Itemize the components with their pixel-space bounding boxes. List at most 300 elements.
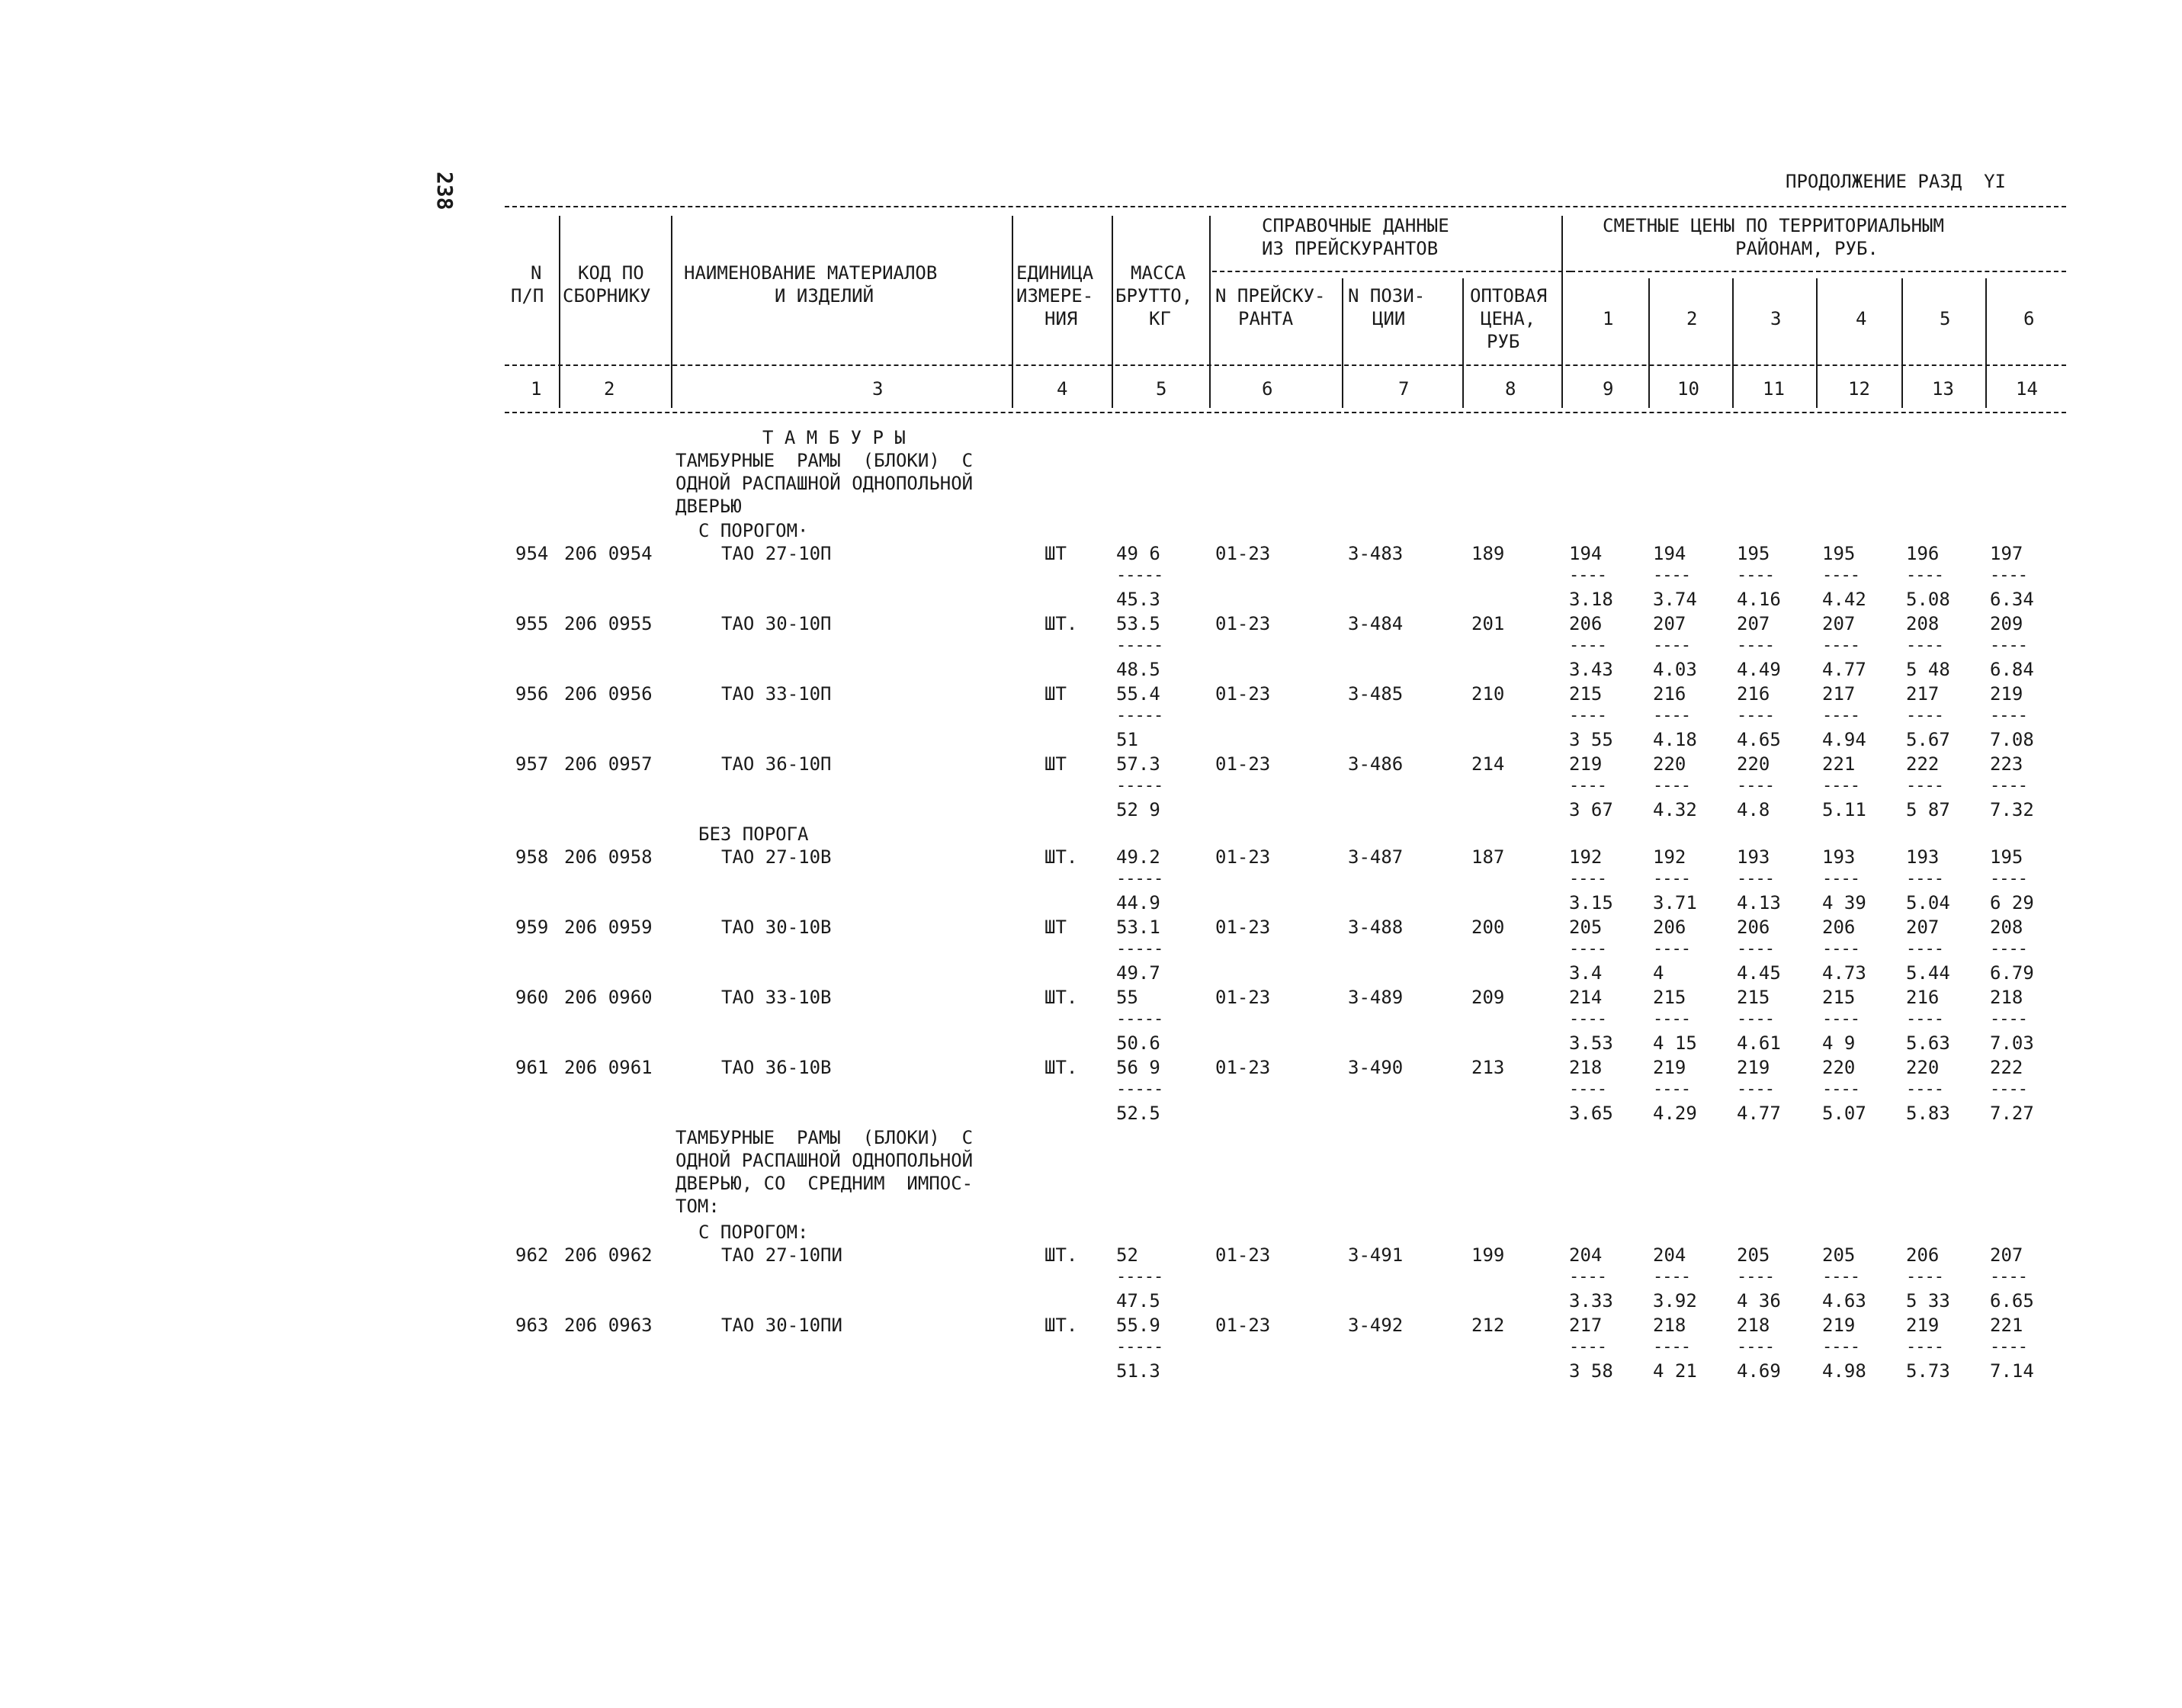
row-region-transport-6: 7.03 <box>1990 1032 2034 1054</box>
row-region-fraction-line: ---- <box>1737 1337 1774 1356</box>
hdr-col5-line1: МАССА <box>1131 262 1186 284</box>
hdr-col7-line1: N ПОЗИ- <box>1348 285 1426 307</box>
row-mass: 55 <box>1116 987 1138 1008</box>
row-region-transport-3: 4 36 <box>1737 1290 1781 1312</box>
row-region-transport-2: 3.71 <box>1653 892 1697 913</box>
row-region-price-6: 208 <box>1990 917 2023 938</box>
row-region-transport-5: 5.83 <box>1906 1103 1950 1124</box>
row-region-price-6: 219 <box>1990 683 2023 705</box>
row-region-fraction-line: ---- <box>1990 1267 2027 1286</box>
row-code: 206 0956 <box>564 683 653 705</box>
row-region-price-6: 221 <box>1990 1315 2023 1336</box>
row-mass-fraction-line: ----- <box>1116 1267 1163 1286</box>
rule-ref-group <box>1212 271 1571 272</box>
row-region-price-4: 205 <box>1822 1244 1856 1266</box>
row-region-price-1: 219 <box>1569 753 1603 775</box>
row-wholesale-price: 189 <box>1471 543 1505 564</box>
row-price-list: 01-23 <box>1215 917 1271 938</box>
row-price-list: 01-23 <box>1215 1315 1271 1336</box>
rule-top <box>505 206 2066 207</box>
hdr-price-group-line2: РАЙОНАМ, РУБ. <box>1735 238 1879 259</box>
row-region-fraction-line: ---- <box>1737 1080 1774 1099</box>
hdr-col1-line1: N <box>531 262 542 284</box>
row-price-list: 01-23 <box>1215 1057 1271 1078</box>
hdr-region-1: 1 <box>1603 308 1614 329</box>
row-region-transport-1: 3 55 <box>1569 729 1613 750</box>
row-region-price-6: 209 <box>1990 613 2023 634</box>
row-region-price-4: 193 <box>1822 846 1856 868</box>
row-region-fraction-line: ---- <box>1990 939 2027 958</box>
row-region-fraction-line: ---- <box>1822 939 1860 958</box>
row-position: 3-484 <box>1348 613 1404 634</box>
row-region-price-2: 206 <box>1653 917 1686 938</box>
row-region-fraction-line: ---- <box>1822 636 1860 655</box>
row-region-fraction-line: ---- <box>1737 636 1774 655</box>
section2-desc-line4: ТОМ: <box>675 1196 720 1217</box>
row-region-fraction-line: ---- <box>1569 636 1606 655</box>
row-region-fraction-line: ---- <box>1822 1337 1860 1356</box>
row-mass-fraction-line: ----- <box>1116 776 1163 795</box>
section2-desc-line3: ДВЕРЬЮ, СО СРЕДНИМ ИМПОС- <box>675 1173 974 1194</box>
row-region-fraction-line: ---- <box>1990 869 2027 888</box>
row-region-price-3: 193 <box>1737 846 1770 868</box>
row-region-transport-5: 5 33 <box>1906 1290 1950 1312</box>
row-region-fraction-line: ---- <box>1569 776 1606 795</box>
rule-price-group <box>1571 271 2066 272</box>
row-region-price-1: 217 <box>1569 1315 1603 1336</box>
row-region-price-4: 217 <box>1822 683 1856 705</box>
row-unit: ШТ. <box>1044 1315 1078 1336</box>
row-code: 206 0958 <box>564 846 653 868</box>
row-region-fraction-line: ---- <box>1906 706 1943 725</box>
row-region-price-1: 192 <box>1569 846 1603 868</box>
row-region-price-2: 215 <box>1653 987 1686 1008</box>
row-region-fraction-line: ---- <box>1569 566 1606 585</box>
row-region-fraction-line: ---- <box>1653 1267 1690 1286</box>
row-region-fraction-line: ---- <box>1990 1080 2027 1099</box>
row-name: ТАО 27-10П <box>721 543 832 564</box>
rule-numbers-bottom <box>505 412 2066 413</box>
row-region-transport-3: 4.45 <box>1737 962 1781 984</box>
hdr-col2-line2: СБОРНИКУ <box>563 285 651 307</box>
row-region-transport-4: 4.63 <box>1822 1290 1866 1312</box>
hdr-col2-line1: КОД ПО <box>578 262 644 284</box>
row-region-price-5: 220 <box>1906 1057 1940 1078</box>
vrule <box>1816 278 1818 408</box>
row-position: 3-487 <box>1348 846 1404 868</box>
colnum-14: 14 <box>2016 378 2038 400</box>
row-region-transport-3: 4.77 <box>1737 1103 1781 1124</box>
row-region-fraction-line: ---- <box>1990 706 2027 725</box>
row-region-transport-2: 4 21 <box>1653 1360 1697 1382</box>
row-region-price-3: 195 <box>1737 543 1770 564</box>
row-region-transport-3: 4.69 <box>1737 1360 1781 1382</box>
row-name: ТАО 30-10В <box>721 917 832 938</box>
row-region-fraction-line: ---- <box>1990 1337 2027 1356</box>
row-region-transport-6: 7.27 <box>1990 1103 2034 1124</box>
hdr-col3-line2: И ИЗДЕЛИЙ <box>775 285 874 307</box>
vrule <box>1112 216 1113 408</box>
row-wholesale-price: 200 <box>1471 917 1505 938</box>
row-region-fraction-line: ---- <box>1906 636 1943 655</box>
row-region-transport-3: 4.61 <box>1737 1032 1781 1054</box>
row-region-transport-1: 3.18 <box>1569 589 1613 610</box>
row-mass: 56 9 <box>1116 1057 1160 1078</box>
row-region-price-5: 207 <box>1906 917 1940 938</box>
row-price-list: 01-23 <box>1215 1244 1271 1266</box>
row-unit: ШТ. <box>1044 846 1078 868</box>
row-region-transport-6: 6.65 <box>1990 1290 2034 1312</box>
row-region-transport-2: 4.32 <box>1653 799 1697 820</box>
row-region-transport-5: 5 87 <box>1906 799 1950 820</box>
row-region-price-1: 215 <box>1569 683 1603 705</box>
vrule <box>1561 216 1563 408</box>
row-region-price-2: 207 <box>1653 613 1686 634</box>
row-position: 3-488 <box>1348 917 1404 938</box>
row-region-transport-1: 3.4 <box>1569 962 1603 984</box>
row-code: 206 0962 <box>564 1244 653 1266</box>
row-region-price-1: 204 <box>1569 1244 1603 1266</box>
colnum-6: 6 <box>1262 378 1273 400</box>
row-mass: 55.9 <box>1116 1315 1160 1336</box>
hdr-col8-line2: ЦЕНА, <box>1481 308 1536 329</box>
row-wholesale-price: 213 <box>1471 1057 1505 1078</box>
row-unit: ШТ <box>1044 543 1067 564</box>
hdr-region-3: 3 <box>1770 308 1782 329</box>
page-number: 238 <box>432 172 457 210</box>
row-region-fraction-line: ---- <box>1737 706 1774 725</box>
row-region-fraction-line: ---- <box>1906 1267 1943 1286</box>
row-region-price-2: 194 <box>1653 543 1686 564</box>
row-region-transport-6: 7.14 <box>1990 1360 2034 1382</box>
continuation-title: ПРОДОЛЖЕНИЕ РАЗД YI <box>1786 171 2006 192</box>
hdr-col4-line3: НИЯ <box>1044 308 1078 329</box>
row-unit: ШТ <box>1044 917 1067 938</box>
row-region-price-6: 218 <box>1990 987 2023 1008</box>
row-number: 955 <box>515 613 549 634</box>
row-region-fraction-line: ---- <box>1906 1080 1943 1099</box>
hdr-col5-line2: БРУТТО, <box>1115 285 1193 307</box>
row-region-price-3: 206 <box>1737 917 1770 938</box>
row-region-price-2: 218 <box>1653 1315 1686 1336</box>
row-unit: ШТ. <box>1044 1244 1078 1266</box>
row-mass: 52 <box>1116 1244 1138 1266</box>
row-region-transport-6: 6 29 <box>1990 892 2034 913</box>
row-region-transport-2: 3.74 <box>1653 589 1697 610</box>
row-region-fraction-line: ---- <box>1569 1267 1606 1286</box>
row-region-fraction-line: ---- <box>1822 1267 1860 1286</box>
row-region-price-5: 208 <box>1906 613 1940 634</box>
row-mass-fraction-line: ----- <box>1116 636 1163 655</box>
row-region-price-2: 220 <box>1653 753 1686 775</box>
row-wholesale-price: 212 <box>1471 1315 1505 1336</box>
hdr-region-6: 6 <box>2023 308 2035 329</box>
row-mass-secondary: 50.6 <box>1116 1032 1160 1054</box>
row-code: 206 0959 <box>564 917 653 938</box>
row-region-fraction-line: ---- <box>1737 1010 1774 1029</box>
row-region-price-6: 197 <box>1990 543 2023 564</box>
colnum-12: 12 <box>1848 378 1870 400</box>
row-region-price-6: 222 <box>1990 1057 2023 1078</box>
row-mass-fraction-line: ----- <box>1116 939 1163 958</box>
row-name: ТАО 30-10П <box>721 613 832 634</box>
section-title: Т А М Б У Р Ы <box>762 427 906 448</box>
row-region-fraction-line: ---- <box>1822 1010 1860 1029</box>
row-region-price-1: 214 <box>1569 987 1603 1008</box>
row-mass: 55.4 <box>1116 683 1160 705</box>
row-region-fraction-line: ---- <box>1906 869 1943 888</box>
row-region-transport-5: 5.04 <box>1906 892 1950 913</box>
row-region-fraction-line: ---- <box>1990 566 2027 585</box>
row-region-transport-4: 4.94 <box>1822 729 1866 750</box>
row-region-fraction-line: ---- <box>1990 776 2027 795</box>
row-region-fraction-line: ---- <box>1653 776 1690 795</box>
row-price-list: 01-23 <box>1215 543 1271 564</box>
hdr-col8-line1: ОПТОВАЯ <box>1470 285 1548 307</box>
row-region-transport-6: 7.32 <box>1990 799 2034 820</box>
row-number: 960 <box>515 987 549 1008</box>
colnum-8: 8 <box>1505 378 1516 400</box>
row-wholesale-price: 199 <box>1471 1244 1505 1266</box>
row-region-transport-5: 5 48 <box>1906 659 1950 680</box>
row-number: 961 <box>515 1057 549 1078</box>
row-region-price-5: 219 <box>1906 1315 1940 1336</box>
row-region-transport-4: 4.73 <box>1822 962 1866 984</box>
row-position: 3-486 <box>1348 753 1404 775</box>
row-region-fraction-line: ---- <box>1737 776 1774 795</box>
hdr-col6-line1: N ПРЕЙСКУ- <box>1215 285 1326 307</box>
row-name: ТАО 30-10ПИ <box>721 1315 842 1336</box>
row-region-transport-5: 5.08 <box>1906 589 1950 610</box>
row-price-list: 01-23 <box>1215 683 1271 705</box>
row-mass: 49.2 <box>1116 846 1160 868</box>
row-region-transport-4: 4 39 <box>1822 892 1866 913</box>
row-unit: ШТ <box>1044 753 1067 775</box>
row-region-price-4: 220 <box>1822 1057 1856 1078</box>
row-region-fraction-line: ---- <box>1906 1337 1943 1356</box>
vrule <box>1209 216 1211 408</box>
colnum-9: 9 <box>1603 378 1614 400</box>
row-region-price-6: 195 <box>1990 846 2023 868</box>
row-region-fraction-line: ---- <box>1653 636 1690 655</box>
row-region-price-4: 207 <box>1822 613 1856 634</box>
row-region-transport-2: 4 15 <box>1653 1032 1697 1054</box>
subsection-with-threshold: С ПОРОГОМ· <box>698 520 809 541</box>
row-region-transport-2: 4.29 <box>1653 1103 1697 1124</box>
row-region-fraction-line: ---- <box>1569 869 1606 888</box>
row-region-fraction-line: ---- <box>1822 566 1860 585</box>
row-region-fraction-line: ---- <box>1737 566 1774 585</box>
row-region-transport-1: 3.53 <box>1569 1032 1613 1054</box>
subsection2-with-threshold: С ПОРОГОМ: <box>698 1222 809 1243</box>
section1-desc-line3: ДВЕРЬЮ <box>675 496 742 517</box>
row-position: 3-492 <box>1348 1315 1404 1336</box>
colnum-1: 1 <box>531 378 542 400</box>
row-region-fraction-line: ---- <box>1822 706 1860 725</box>
row-wholesale-price: 210 <box>1471 683 1505 705</box>
row-mass: 49 6 <box>1116 543 1160 564</box>
row-position: 3-489 <box>1348 987 1404 1008</box>
row-number: 959 <box>515 917 549 938</box>
row-region-fraction-line: ---- <box>1906 1010 1943 1029</box>
row-region-price-1: 218 <box>1569 1057 1603 1078</box>
colnum-7: 7 <box>1398 378 1410 400</box>
row-mass-secondary: 44.9 <box>1116 892 1160 913</box>
row-region-transport-6: 7.08 <box>1990 729 2034 750</box>
row-region-transport-6: 6.84 <box>1990 659 2034 680</box>
row-region-price-5: 217 <box>1906 683 1940 705</box>
row-region-fraction-line: ---- <box>1569 1010 1606 1029</box>
hdr-col4-line1: ЕДИНИЦА <box>1016 262 1094 284</box>
row-region-price-2: 192 <box>1653 846 1686 868</box>
row-price-list: 01-23 <box>1215 987 1271 1008</box>
row-region-price-6: 207 <box>1990 1244 2023 1266</box>
row-region-transport-2: 4.18 <box>1653 729 1697 750</box>
row-code: 206 0963 <box>564 1315 653 1336</box>
row-region-transport-2: 4 <box>1653 962 1664 984</box>
hdr-col3-line1: НАИМЕНОВАНИЕ МАТЕРИАЛОВ <box>684 262 938 284</box>
row-region-fraction-line: ---- <box>1569 939 1606 958</box>
row-mass-secondary: 49.7 <box>1116 962 1160 984</box>
row-number: 962 <box>515 1244 549 1266</box>
section2-desc-line2: ОДНОЙ РАСПАШНОЙ ОДНОПОЛЬНОЙ <box>675 1150 974 1171</box>
row-mass-secondary: 47.5 <box>1116 1290 1160 1312</box>
row-wholesale-price: 214 <box>1471 753 1505 775</box>
colnum-4: 4 <box>1057 378 1068 400</box>
row-region-fraction-line: ---- <box>1653 566 1690 585</box>
row-region-fraction-line: ---- <box>1653 1337 1690 1356</box>
row-name: ТАО 33-10П <box>721 683 832 705</box>
row-mass-fraction-line: ----- <box>1116 1080 1163 1099</box>
row-mass-secondary: 52 9 <box>1116 799 1160 820</box>
row-region-price-4: 215 <box>1822 987 1856 1008</box>
row-region-transport-1: 3.15 <box>1569 892 1613 913</box>
row-name: ТАО 33-10В <box>721 987 832 1008</box>
row-mass: 57.3 <box>1116 753 1160 775</box>
row-position: 3-483 <box>1348 543 1404 564</box>
hdr-region-5: 5 <box>1940 308 1951 329</box>
row-region-transport-3: 4.8 <box>1737 799 1770 820</box>
row-region-transport-6: 6.34 <box>1990 589 2034 610</box>
row-mass-secondary: 51.3 <box>1116 1360 1160 1382</box>
row-region-price-4: 219 <box>1822 1315 1856 1336</box>
row-region-transport-5: 5.67 <box>1906 729 1950 750</box>
row-region-price-4: 221 <box>1822 753 1856 775</box>
row-region-fraction-line: ---- <box>1822 776 1860 795</box>
row-region-transport-4: 4.77 <box>1822 659 1866 680</box>
row-region-price-3: 219 <box>1737 1057 1770 1078</box>
colnum-13: 13 <box>1932 378 1954 400</box>
row-mass-secondary: 52.5 <box>1116 1103 1160 1124</box>
hdr-ref-group-line1: СПРАВОЧНЫЕ ДАННЫЕ <box>1262 215 1449 236</box>
row-region-transport-3: 4.13 <box>1737 892 1781 913</box>
row-region-price-3: 220 <box>1737 753 1770 775</box>
row-region-transport-2: 4.03 <box>1653 659 1697 680</box>
row-mass-secondary: 45.3 <box>1116 589 1160 610</box>
row-region-price-5: 193 <box>1906 846 1940 868</box>
row-region-transport-1: 3.33 <box>1569 1290 1613 1312</box>
hdr-price-group-line1: СМЕТНЫЕ ЦЕНЫ ПО ТЕРРИТОРИАЛЬНЫМ <box>1603 215 1944 236</box>
row-region-fraction-line: ---- <box>1822 869 1860 888</box>
row-region-transport-3: 4.65 <box>1737 729 1781 750</box>
row-code: 206 0954 <box>564 543 653 564</box>
row-region-fraction-line: ---- <box>1990 636 2027 655</box>
row-position: 3-490 <box>1348 1057 1404 1078</box>
subsection-without-threshold: БЕЗ ПОРОГА <box>698 824 809 845</box>
row-region-fraction-line: ---- <box>1906 939 1943 958</box>
row-region-fraction-line: ---- <box>1990 1010 2027 1029</box>
row-unit: ШТ <box>1044 683 1067 705</box>
row-region-price-3: 207 <box>1737 613 1770 634</box>
colnum-5: 5 <box>1156 378 1167 400</box>
row-region-price-3: 215 <box>1737 987 1770 1008</box>
row-region-fraction-line: ---- <box>1653 869 1690 888</box>
row-region-transport-4: 5.11 <box>1822 799 1866 820</box>
row-region-price-1: 206 <box>1569 613 1603 634</box>
row-region-transport-5: 5.44 <box>1906 962 1950 984</box>
row-code: 206 0961 <box>564 1057 653 1078</box>
hdr-col8-line3: РУБ <box>1487 331 1520 352</box>
colnum-2: 2 <box>604 378 615 400</box>
row-region-price-6: 223 <box>1990 753 2023 775</box>
row-wholesale-price: 209 <box>1471 987 1505 1008</box>
colnum-3: 3 <box>872 378 884 400</box>
hdr-col7-line2: ЦИИ <box>1372 308 1406 329</box>
row-region-price-3: 216 <box>1737 683 1770 705</box>
row-region-price-3: 218 <box>1737 1315 1770 1336</box>
row-region-transport-6: 6.79 <box>1990 962 2034 984</box>
row-region-transport-1: 3 67 <box>1569 799 1613 820</box>
section2-desc-line1: ТАМБУРНЫЕ РАМЫ (БЛОКИ) С <box>675 1127 974 1148</box>
row-mass-fraction-line: ----- <box>1116 869 1163 888</box>
row-name: ТАО 27-10В <box>721 846 832 868</box>
row-mass: 53.5 <box>1116 613 1160 634</box>
row-price-list: 01-23 <box>1215 613 1271 634</box>
row-region-transport-4: 5.07 <box>1822 1103 1866 1124</box>
row-unit: ШТ. <box>1044 1057 1078 1078</box>
row-region-price-2: 204 <box>1653 1244 1686 1266</box>
row-region-price-2: 219 <box>1653 1057 1686 1078</box>
vrule <box>1462 278 1464 408</box>
row-region-transport-2: 3.92 <box>1653 1290 1697 1312</box>
section1-desc-line1: ТАМБУРНЫЕ РАМЫ (БЛОКИ) С <box>675 450 974 471</box>
row-region-fraction-line: ---- <box>1653 939 1690 958</box>
row-region-fraction-line: ---- <box>1569 706 1606 725</box>
vrule <box>671 216 672 408</box>
row-region-fraction-line: ---- <box>1737 1267 1774 1286</box>
hdr-col5-line3: КГ <box>1149 308 1171 329</box>
row-unit: ШТ. <box>1044 613 1078 634</box>
row-code: 206 0957 <box>564 753 653 775</box>
row-region-transport-4: 4.98 <box>1822 1360 1866 1382</box>
row-region-price-5: 222 <box>1906 753 1940 775</box>
row-number: 956 <box>515 683 549 705</box>
hdr-region-4: 4 <box>1856 308 1867 329</box>
row-name: ТАО 36-10П <box>721 753 832 775</box>
row-region-transport-3: 4.16 <box>1737 589 1781 610</box>
colnum-10: 10 <box>1677 378 1699 400</box>
row-region-transport-5: 5.63 <box>1906 1032 1950 1054</box>
section1-desc-line2: ОДНОЙ РАСПАШНОЙ ОДНОПОЛЬНОЙ <box>675 473 974 494</box>
row-region-fraction-line: ---- <box>1737 939 1774 958</box>
row-wholesale-price: 187 <box>1471 846 1505 868</box>
vrule <box>1732 278 1734 408</box>
row-region-transport-5: 5.73 <box>1906 1360 1950 1382</box>
row-region-transport-1: 3.43 <box>1569 659 1613 680</box>
row-region-price-3: 205 <box>1737 1244 1770 1266</box>
row-region-fraction-line: ---- <box>1822 1080 1860 1099</box>
hdr-col1-line2: П/П <box>511 285 544 307</box>
